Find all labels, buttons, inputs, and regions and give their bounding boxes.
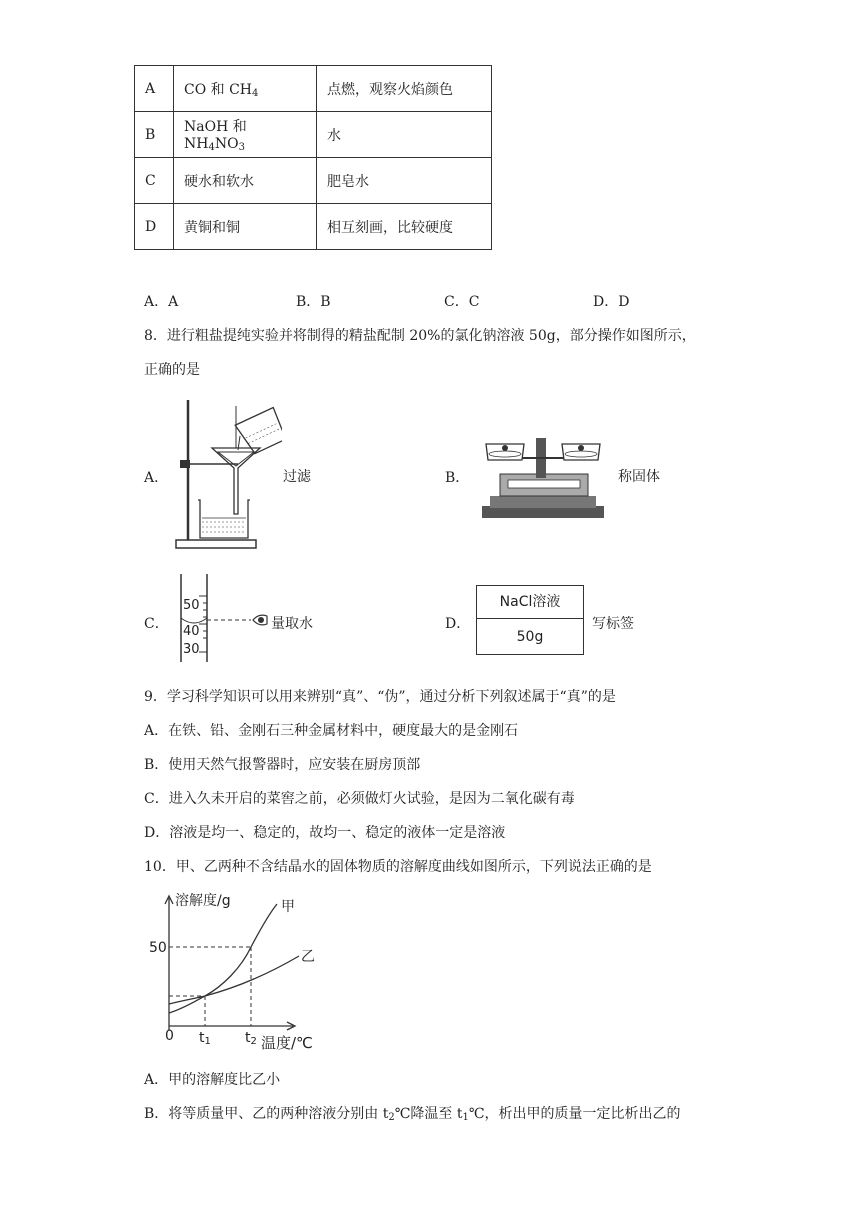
row-letter: D — [135, 204, 174, 250]
table-row — [135, 158, 492, 204]
row-substances: 硬水和软水 — [174, 158, 317, 204]
q8-stem-line1: 8．进行粗盐提纯实验并将制得的精盐配制 20%的氯化钠溶液 50g，部分操作如图所示， — [144, 328, 696, 344]
cylinder-tick-30: 30 — [183, 642, 200, 657]
q7-choice-d: D．D — [593, 294, 630, 310]
q8-stem-line2: 正确的是 — [144, 362, 200, 378]
graph-x-axis-label: 温度/℃ — [261, 1034, 313, 1052]
q9-option-b: B．使用天然气报警器时，应安装在厨房顶部 — [144, 757, 421, 773]
row-substances: NaOH 和 $NH_4NO_3$ — [174, 112, 317, 158]
q9-stem: 9．学习科学知识可以用来辨别“真”、“伪”，通过分析下列叙述属于“真”的是 — [144, 689, 616, 705]
row-method: 点燃，观察火焰颜色 — [317, 66, 492, 112]
row-method: 水 — [317, 112, 492, 158]
solubility-graph — [145, 890, 325, 1050]
q7-choice-b: B．B — [296, 294, 331, 310]
graph-y-tick-50: 50 — [149, 940, 167, 956]
q8-option-b-caption: 称固体 — [618, 469, 660, 485]
eye-sightline-icon — [207, 610, 269, 630]
q8-option-c-caption: 量取水 — [271, 616, 313, 632]
q7-choice-c: C．C — [444, 294, 480, 310]
row-substances: 黄铜和铜 — [174, 204, 317, 250]
q8-option-a-letter: A． — [144, 470, 169, 486]
balance-scale-icon — [478, 434, 608, 520]
reagent-label — [476, 585, 584, 655]
row-letter: C — [135, 158, 174, 204]
q9-option-a: A．在铁、铅、金刚石三种金属材料中，硬度最大的是金刚石 — [144, 723, 519, 739]
table-row — [135, 66, 492, 112]
cylinder-tick-50: 50 — [183, 598, 200, 613]
q8-option-d-letter: D． — [445, 616, 471, 632]
q8-option-b-letter: B． — [445, 470, 470, 486]
row-method: 相互刻画，比较硬度 — [317, 204, 492, 250]
q10-option-b: B．将等质量甲、乙的两种溶液分别由 $t_2℃$降温至 $t_1℃$，析出甲的质量一定比析出乙的 — [144, 1106, 681, 1123]
label-mass: 50g — [516, 629, 544, 645]
q7-choice-a: A．A — [144, 294, 179, 310]
table-row — [135, 204, 492, 250]
graph-origin-label: 0 — [165, 1028, 174, 1044]
q9-option-c: C．进入久未开启的菜窖之前，必须做灯火试验，是因为二氧化碳有毒 — [144, 791, 575, 807]
graph-x-tick-t1: $t_1$ — [199, 1030, 211, 1047]
curve-label-jia: 甲 — [281, 899, 295, 915]
q8-option-c-letter: C． — [144, 616, 169, 632]
table-row — [135, 112, 492, 158]
curve-label-yi: 乙 — [301, 949, 315, 965]
label-solution-name: NaCl溶液 — [477, 586, 583, 619]
row-method: 肥皂水 — [317, 158, 492, 204]
row-substances: CO 和 $CH_4$ — [174, 66, 317, 112]
filtration-apparatus-icon — [172, 396, 282, 552]
q8-option-a-caption: 过滤 — [283, 469, 311, 485]
q10-stem: 10．甲、乙两种不含结晶水的固体物质的溶解度曲线如图所示，下列说法正确的是 — [144, 859, 652, 875]
row-letter: A — [135, 66, 174, 112]
q9-option-d: D．溶液是均一、稳定的，故均一、稳定的液体一定是溶液 — [144, 825, 506, 841]
cylinder-tick-40: 40 — [183, 624, 200, 639]
row-letter: B — [135, 112, 174, 158]
graph-x-tick-t2: $t_2$ — [245, 1030, 257, 1047]
options-table — [134, 65, 492, 250]
q8-option-d-caption: 写标签 — [592, 616, 634, 632]
q10-option-a: A．甲的溶解度比乙小 — [144, 1072, 281, 1088]
graph-y-axis-label: 溶解度/g — [175, 893, 231, 909]
